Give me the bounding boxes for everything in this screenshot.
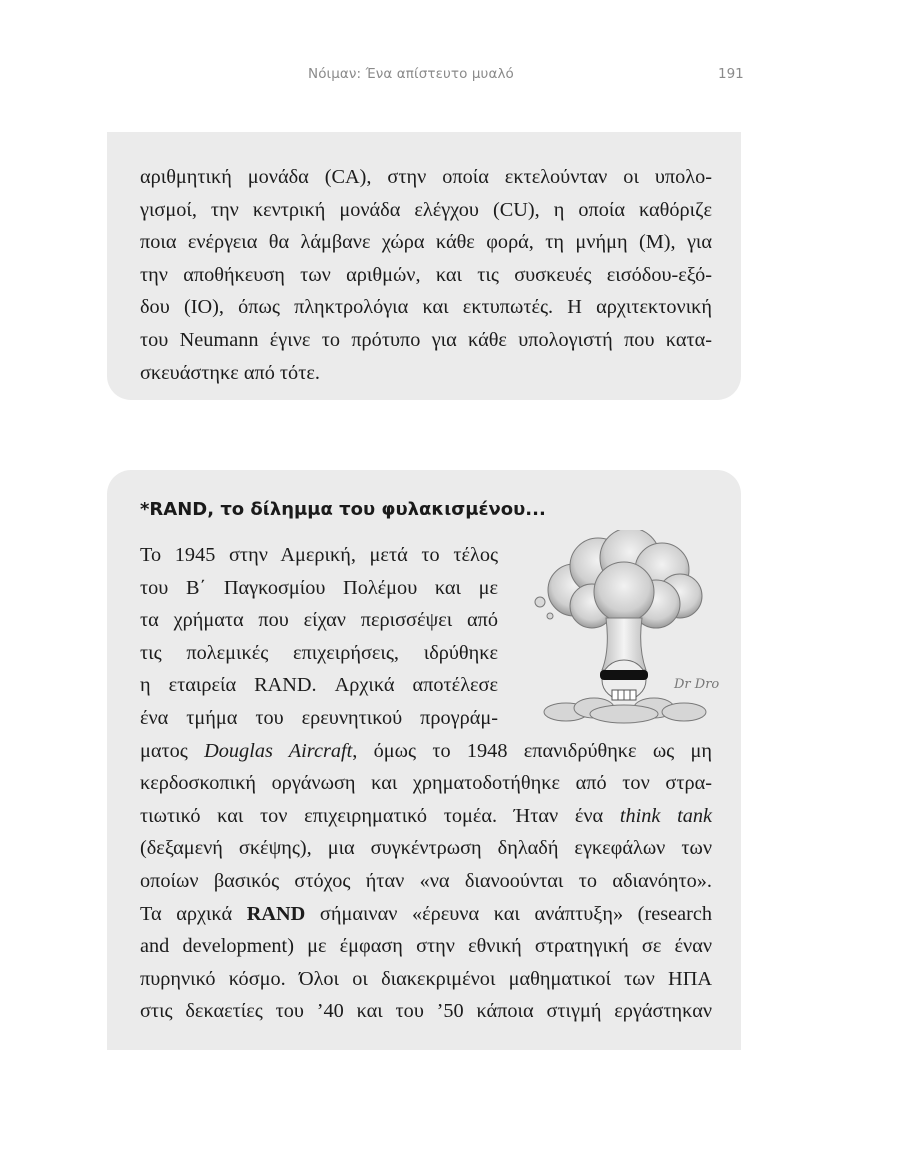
text-line: τα χρήματα που είχαν περισσέψει από bbox=[140, 609, 498, 632]
text-line: σκευάστηκε από τότε. bbox=[140, 361, 320, 384]
architecture-paragraph bbox=[140, 161, 712, 389]
think-tank-italic: think tank bbox=[619, 804, 713, 827]
page-header bbox=[0, 64, 900, 88]
running-title: Νόιμαν: Ένα απίστευτο μυαλό bbox=[308, 66, 514, 82]
text-line: τις πολεμικές επιχειρήσεις, ιδρύθηκε bbox=[140, 641, 498, 664]
rand-bold: RAND bbox=[246, 902, 306, 925]
architecture-text-box bbox=[107, 132, 741, 400]
text-line: ματος Douglas Aircraft, όμως το 1948 επανιδρύθηκε ως μη bbox=[140, 739, 712, 762]
text-line: του Β΄ Παγκοσμίου Πολέμου και με bbox=[140, 576, 498, 599]
page-number: 191 bbox=[718, 66, 744, 82]
text-line: ένα τμήμα του ερευνητικού προγράμ- bbox=[140, 706, 498, 729]
rand-paragraph bbox=[140, 539, 712, 1028]
text-line: γισμοί, την κεντρική μονάδα ελέγχου (CU), η οποία καθόριζε bbox=[140, 198, 712, 221]
text-line: (δεξαμενή σκέψης), μια συγκέντρωση δηλαδή εγκεφάλων των bbox=[140, 837, 712, 860]
text-line: η εταιρεία RAND. Αρχικά αποτέλεσε bbox=[140, 674, 498, 697]
text-line: τιωτικό και τον επιχειρηματικό τομέα. Ήταν ένα think tank bbox=[140, 804, 713, 827]
douglas-aircraft-italic: Douglas Aircraft bbox=[204, 739, 353, 762]
text-line: πυρηνικό κόσμο. Όλοι οι διακεκριμένοι μαθηματικοί των ΗΠΑ bbox=[140, 967, 712, 990]
text-line: την αποθήκευση των αριθμών, και τις συσκευές εισόδου-εξό- bbox=[140, 263, 712, 286]
rand-heading: *RAND, το δίλημμα του φυλακισμένου... bbox=[140, 499, 546, 520]
text-line: and development) με έμφαση στην εθνική στρατηγική σε έναν bbox=[140, 935, 712, 958]
text-line: του Neumann έγινε το πρότυπο για κάθε υπολογιστή που κατα- bbox=[140, 328, 712, 351]
rand-sidebar-box bbox=[107, 470, 741, 1050]
text-line: Το 1945 στην Αμερική, μετά το τέλος bbox=[140, 544, 498, 566]
text-line: κερδοσκοπική οργάνωση και χρηματοδοτήθηκε από τον στρα- bbox=[140, 772, 712, 795]
text-line: αριθμητική μονάδα (CA), στην οποία εκτελούνταν οι υπολο- bbox=[140, 166, 712, 188]
text-line: στις δεκαετίες του ’40 και του ’50 κάποια στιγμή εργάστηκαν bbox=[140, 1000, 712, 1023]
text-line: ποια ενέργεια θα λάμβανε χώρα κάθε φορά, τη μνήμη (Μ), για bbox=[140, 231, 712, 254]
text-line: Τα αρχικά RAND σήμαιναν «έρευνα και ανάπτυξη» (research bbox=[140, 902, 712, 925]
text-line: δου (IO), όπως πληκτρολόγια και εκτυπωτές. Η αρχιτεκτονική bbox=[140, 296, 712, 319]
illustration-signature: Dr Dro bbox=[674, 677, 720, 692]
text-line: οποίων βασικός στόχος ήταν «να διανοούνται το αδιανόητο». bbox=[140, 869, 712, 892]
